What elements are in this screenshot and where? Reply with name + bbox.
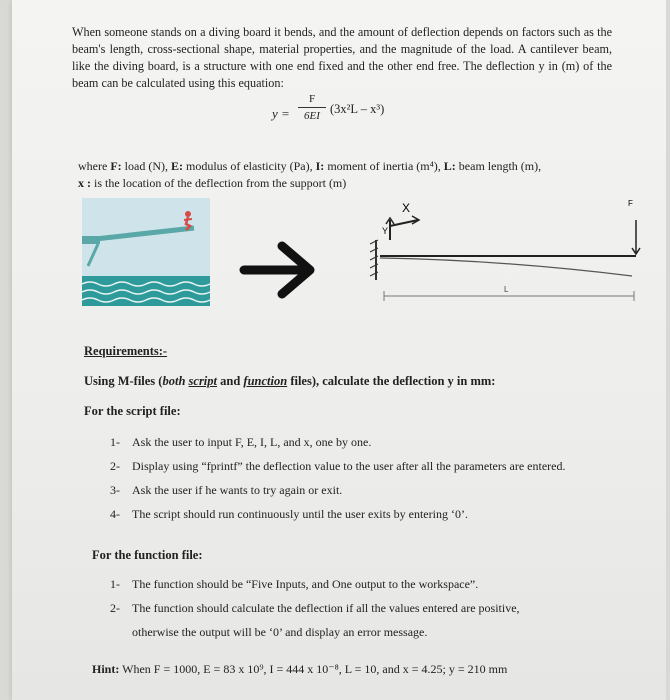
label-f: F (628, 199, 633, 208)
label-x: X (402, 201, 411, 215)
item-number: 1- (110, 435, 120, 449)
equation-numerator: F (308, 93, 316, 105)
fraction-bar (298, 107, 326, 108)
item-number: 4- (110, 507, 120, 521)
function-file-title: For the function file: (92, 548, 203, 562)
list-item (110, 600, 650, 640)
where-prefix: where (78, 159, 111, 173)
instr-suffix: files), calculate the deflection y in mm: (287, 374, 496, 388)
var-l-desc: beam length (m), (455, 159, 542, 173)
function-requirements-list (110, 576, 650, 648)
list-item (110, 458, 650, 474)
item-number: 2- (110, 459, 120, 473)
script-file-title: For the script file: (84, 404, 181, 418)
hint-line (92, 662, 652, 677)
script-requirements-list (110, 434, 650, 530)
var-e-desc: modulus of elasticity (Pa), (182, 159, 316, 173)
list-item (110, 434, 650, 450)
item-text-continued: otherwise the output will be ‘0’ and display an error message. (132, 625, 428, 639)
instr-function: function (243, 374, 288, 388)
item-text: Display using “fprintf” the deflection value to the user after all the parameters are entered. (132, 459, 566, 473)
var-i: I: (315, 159, 325, 173)
label-l: L (504, 285, 509, 294)
instr-script: script (188, 374, 218, 388)
item-text: Ask the user to input F, E, I, L, and x, one by one. (132, 435, 372, 449)
transform-arrow-icon (244, 246, 310, 294)
equation-rhs: (3x²L – x³) (330, 102, 385, 116)
item-number: 3- (110, 483, 120, 497)
instr-both: both (162, 374, 189, 388)
hint-label: Hint: (92, 662, 120, 676)
item-text: Ask the user if he wants to try again or exit. (132, 483, 343, 497)
var-x: x : (78, 176, 91, 190)
document-page (12, 0, 666, 700)
beam-diagram (370, 199, 640, 301)
item-text: The function should calculate the deflection if all the values entered are positive, (132, 601, 520, 615)
requirements-title: Requirements:- (84, 344, 168, 358)
item-number: 1- (110, 577, 120, 591)
diving-board-illustration (82, 198, 210, 306)
list-item (110, 576, 650, 592)
var-f: F: (110, 159, 122, 173)
instr-prefix: Using M-files ( (84, 374, 163, 388)
var-i-desc: moment of inertia (m⁴), (324, 159, 444, 173)
intro-paragraph: When someone stands on a diving board it bends, and the amount of deflection depends on factors such as the beam's length, cross-sectional shape, material properties, and the magnitude of the load. A cantilever beam, like the diving board, is a structure with one end fixed and the other end free. The deflection y in (m) of the beam can be calculated using this equation: (72, 25, 612, 91)
var-l: L: (443, 159, 456, 173)
item-text: The script should run continuously until the user exits by entering ‘0’. (132, 507, 468, 521)
item-text: The function should be “Five Inputs, and One output to the workspace”. (132, 577, 479, 591)
equation-fraction (298, 92, 326, 123)
var-e: E: (170, 159, 183, 173)
label-y: Y (382, 226, 389, 236)
deflection-curve (380, 258, 632, 276)
instr-and: and (217, 374, 244, 388)
list-item (110, 482, 650, 498)
list-item (110, 506, 650, 522)
requirements-instruction (84, 374, 495, 389)
hint-text: When F = 1000, E = 83 x 10⁹, I = 444 x 10⁻⁸, L = 10, and x = 4.25; y = 210 mm (119, 662, 508, 676)
cantilever-figure (72, 196, 670, 316)
var-f-desc: load (N), (121, 159, 171, 173)
var-x-desc: is the location of the deflection from the support (m) (91, 176, 347, 190)
item-number: 2- (110, 601, 120, 615)
deflection-equation (272, 92, 472, 132)
equation-lhs: y = (272, 106, 290, 121)
variable-definitions (78, 158, 638, 192)
equation-denominator: 6EI (304, 110, 320, 122)
